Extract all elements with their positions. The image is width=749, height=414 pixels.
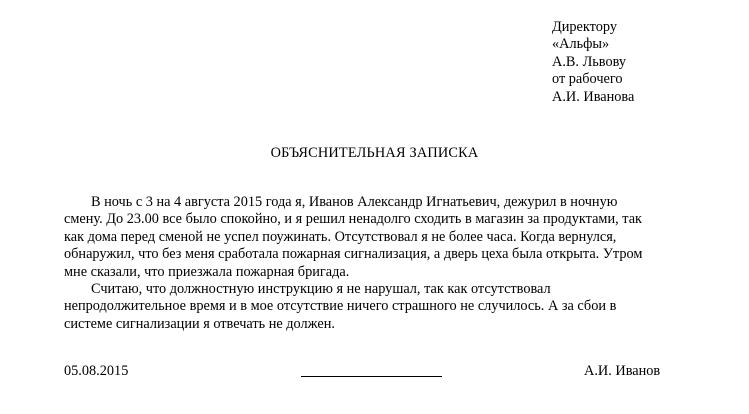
- document-title: ОБЪЯСНИТЕЛЬНАЯ ЗАПИСКА: [270, 145, 479, 161]
- body-line: смену. До 23.00 все было спокойно, и я решил ненадолго сходить в магазин за продуктами, так: [64, 211, 642, 228]
- body-line: мне сказали, что приезжала пожарная бригада.: [64, 263, 350, 280]
- document-body: [64, 194, 684, 333]
- addressee-line: А.В. Львову: [552, 53, 627, 70]
- addressee-line: от рабочего: [552, 71, 623, 88]
- signature-name: А.И. Иванов: [584, 363, 661, 379]
- signature-line: [301, 376, 442, 377]
- body-line: как дома перед сменой не успел поужинать. Отсутствовал я не более часа. Когда вернулся,: [64, 228, 617, 245]
- addressee-block: [552, 19, 634, 106]
- addressee-line: Директору: [552, 19, 617, 35]
- body-line: системе сигнализации я отвечать не должен.: [64, 315, 335, 332]
- document-date: 05.08.2015: [64, 363, 129, 379]
- body-line: обнаружил, что без меня сработала пожарная сигнализация, а дверь цеха была открыта. Утром: [64, 246, 643, 263]
- addressee-line: «Альфы»: [552, 36, 610, 53]
- body-line: непродолжительное время и в мое отсутствие ничего страшного не случилось. А за сбои в: [64, 298, 617, 315]
- body-line: Считаю, что должностную инструкцию я не нарушал, так как отсутствовал: [91, 281, 551, 298]
- addressee-line: А.И. Иванова: [552, 88, 635, 105]
- body-line: В ночь с 3 на 4 августа 2015 года я, Иванов Александр Игнатьевич, дежурил в ночную: [91, 194, 618, 210]
